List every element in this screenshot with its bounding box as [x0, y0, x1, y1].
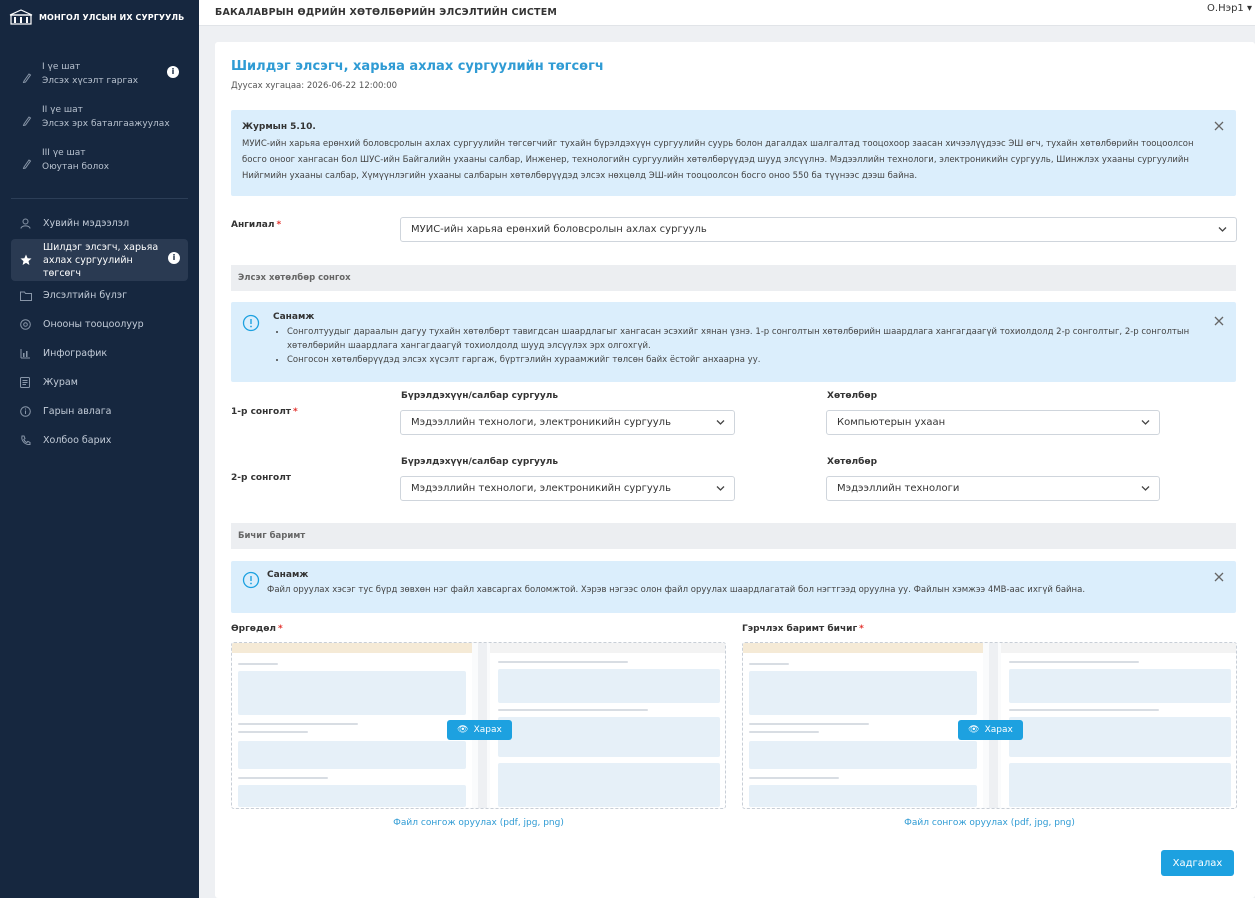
choice-2-program-select[interactable] [826, 476, 1160, 501]
choice-1-school-value: Мэдээллийн технологи, электроникийн сургууль [411, 417, 671, 428]
note-item: • Сонгосон хөтөлбөрүүдэд элсэх хүсэлт гаргаж, бүртгэлийн хураамжийг төлсөн байх ёстойг анхаарна уу. [287, 353, 1206, 367]
content-card [215, 42, 1255, 898]
category-select-value: МУИС-ийн харьяа ерөнхий боловсролын ахлах сургууль [411, 224, 707, 235]
university-logo-icon [9, 9, 33, 25]
sidebar-item-admission-group[interactable] [0, 281, 199, 310]
topbar [199, 0, 1255, 26]
user-icon [20, 218, 34, 229]
sidebar-item-label: Холбоо барих [43, 435, 112, 446]
sidebar-divider [11, 198, 188, 199]
preview-page [490, 643, 726, 808]
brand-name: МОНГОЛ УЛСЫН ИХ СУРГУУЛЬ [39, 12, 185, 22]
sidebar-item-label: Шилдэг элсэгч, харьяа ахлах сургуулийн төгсөгч [43, 241, 159, 279]
alert-heading: Журмын 5.10. [242, 122, 316, 132]
choice-1-label [231, 407, 298, 417]
sidebar [0, 0, 199, 898]
choice-2-school-select[interactable] [400, 476, 735, 501]
sidebar-item-label: Журам [43, 377, 78, 388]
pen-icon [22, 154, 34, 189]
upload-1-label [231, 624, 283, 634]
sidebar-step-1[interactable] [0, 60, 199, 103]
sidebar-step-2[interactable] [0, 103, 199, 146]
choice-1-label-text: 1-р сонголт [231, 407, 292, 417]
view-button-label: Харах [473, 725, 502, 735]
file-alert [231, 561, 1236, 613]
system-title: БАКАЛАВРЫН ӨДРИЙН ХӨТӨЛБӨРИЙН ЭЛСЭЛТИЙН СИСТЕМ [215, 7, 558, 18]
sidebar-item-score-calculator[interactable] [0, 310, 199, 339]
info-badge-icon: i [167, 66, 179, 78]
required-mark: * [293, 407, 298, 417]
close-icon[interactable] [1213, 120, 1225, 132]
eye-icon: 👁 [968, 725, 980, 735]
upload-1-label-text: Өргөдөл [231, 624, 277, 634]
upload-1-dropzone[interactable] [231, 642, 726, 809]
category-label-text: Ангилал [231, 220, 275, 230]
choice-2-program-value: Мэдээллийн технологи [837, 483, 960, 494]
preview-page [232, 643, 472, 808]
chevron-down-icon [1141, 419, 1150, 426]
chevron-down-icon [716, 419, 725, 426]
choice-1-school-label: Бүрэлдэхүүн/салбар сургууль [401, 391, 559, 401]
sidebar-item-label: Элсэлтийн бүлэг [43, 290, 128, 301]
sidebar-item-personal-info[interactable] [0, 209, 199, 238]
bar-chart-icon [20, 348, 34, 359]
sidebar-item-infographic[interactable] [0, 339, 199, 368]
info-circle-icon [20, 406, 34, 417]
brand[interactable] [0, 0, 199, 34]
sidebar-item-label: Гарын авлага [43, 406, 112, 417]
folder-icon [20, 291, 34, 301]
section-documents: Бичиг баримт [231, 523, 1236, 549]
upload-2-label-text: Гэрчлэх баримт бичиг [742, 624, 858, 634]
sidebar-item-label: Онооны тооцоолуур [43, 319, 144, 330]
step-title: I үе шат [42, 62, 81, 72]
step-subtitle: Оюутан болох [42, 162, 110, 172]
alert-text: МУИС-ийн харьяа ерөнхий боловсролын ахлах сургуулийн төгсөгчийг тухайн бүрэлдэхүүн сургуулийн суурь болон дагалдах шалгалтад тооцохоор заасан хичээлүүдээс ЭШ өгч, тухайн хөтөлбөрийн тооцоолсон босго оноог хангасан бол ШУС-ийн Байгалийн ухааны салбар, Инженер, технологийн сургуулийн хөтөлбөрүүдэд шууд элсүүлнэ. Мэдээллийн технологи, электроникийн сургууль, Шинжлэх ухааны сургуулийн Нийгмийн ухааны салбар, Хүмүүнлэгийн ухааны салбарын хөтөлбөрүүдэд элсэх нөхцөлд ЭШ-ийн тооцоолсон босго оноо 550 ба түүнээс дээш байна. [242, 139, 1194, 181]
choice-2-school-value: Мэдээллийн технологи, электроникийн сургууль [411, 483, 671, 494]
deadline-text: Дуусах хугацаа: 2026-06-22 12:00:00 [231, 81, 398, 91]
sidebar-item-guide[interactable] [0, 397, 199, 426]
choice-1-program-select[interactable] [826, 410, 1160, 435]
close-icon[interactable] [1213, 315, 1225, 327]
pen-icon [22, 111, 34, 146]
user-menu[interactable]: О.Нэр1 ▾ [1207, 3, 1252, 14]
step-subtitle: Элсэх эрх баталгаажуулах [42, 119, 170, 129]
choice-1-school-select[interactable] [400, 410, 735, 435]
section-program-select: Элсэх хөтөлбөр сонгох [231, 265, 1236, 291]
eye-icon: 👁 [457, 725, 469, 735]
pen-icon [22, 68, 34, 103]
upload-2-file-link[interactable]: Файл сонгож оруулах (pdf, jpg, png) [904, 818, 1075, 828]
calculator-icon [20, 319, 34, 330]
alert-text: Файл оруулах хэсэг тус бүрд зөвхөн нэг файл хавсаргах боломжтой. Хэрэв нэгээс олон файл оруулах шаардлагатай бол нэгтгээд оруулна уу. Файлын хэмжээ 4MB-аас ихгүй байна. [267, 585, 1086, 595]
upload-2-dropzone[interactable] [742, 642, 1237, 809]
alert-heading: Санамж [267, 570, 309, 580]
phone-icon [20, 435, 34, 446]
chevron-down-icon [1141, 485, 1150, 492]
sidebar-step-3[interactable] [0, 146, 199, 189]
upload-2-label [742, 624, 864, 634]
view-button-label: Харах [984, 725, 1013, 735]
required-mark: * [278, 624, 283, 634]
star-icon [20, 254, 34, 266]
info-badge-icon: i [168, 252, 180, 264]
upload-1-file-link[interactable]: Файл сонгож оруулах (pdf, jpg, png) [393, 818, 564, 828]
category-label [231, 220, 281, 230]
sidebar-item-label: Хувийн мэдээлэл [43, 218, 130, 229]
info-circle-icon [242, 571, 260, 589]
required-mark: * [276, 220, 282, 230]
choice-1-program-value: Компьютерын ухаан [837, 417, 946, 428]
chevron-down-icon [1218, 226, 1227, 233]
info-circle-icon [242, 314, 260, 332]
preview-page [1001, 643, 1237, 808]
sidebar-item-regulation[interactable] [0, 368, 199, 397]
chevron-down-icon [716, 485, 725, 492]
sidebar-item-contact[interactable] [0, 426, 199, 455]
view-button[interactable] [447, 720, 512, 740]
sidebar-item-label: Инфографик [43, 348, 108, 359]
view-button[interactable] [958, 720, 1023, 740]
document-icon [20, 377, 34, 388]
note-item: • Сонголтуудыг дараалын дагуу тухайн хөтөлбөрт тавигдсан шаардлагыг хангасан эсэхийг хянан үзнэ. 1-р сонголтын хөтөлбөрийн шаардлага хангагдаагүй тохиолдолд 2-р сонголтыг, 2-р сонголтын хөтөлбөрийн шаардлага хангагдаагүй тохиолдолд шууд элсүүлэх эрх олгохгүй. [287, 325, 1206, 353]
note-alert [231, 302, 1236, 382]
close-icon[interactable] [1213, 571, 1225, 583]
step-title: III үе шат [42, 148, 86, 158]
category-select[interactable] [400, 217, 1237, 242]
save-button[interactable]: Хадгалах [1161, 850, 1234, 876]
step-subtitle: Элсэх хүсэлт гаргах [42, 76, 139, 86]
choice-2-program-label: Хөтөлбөр [827, 457, 878, 467]
required-mark: * [859, 624, 864, 634]
alert-heading: Санамж [273, 312, 315, 322]
choice-1-program-label: Хөтөлбөр [827, 391, 878, 401]
rule-alert [231, 110, 1236, 196]
sidebar-item-top-applicant[interactable] [11, 239, 188, 281]
choice-2-label: 2-р сонголт [231, 473, 292, 483]
choice-2-school-label: Бүрэлдэхүүн/салбар сургууль [401, 457, 559, 467]
preview-page [743, 643, 983, 808]
page-title: Шилдэг элсэгч, харьяа ахлах сургуулийн төгсөгч [231, 59, 604, 74]
step-title: II үе шат [42, 105, 83, 115]
